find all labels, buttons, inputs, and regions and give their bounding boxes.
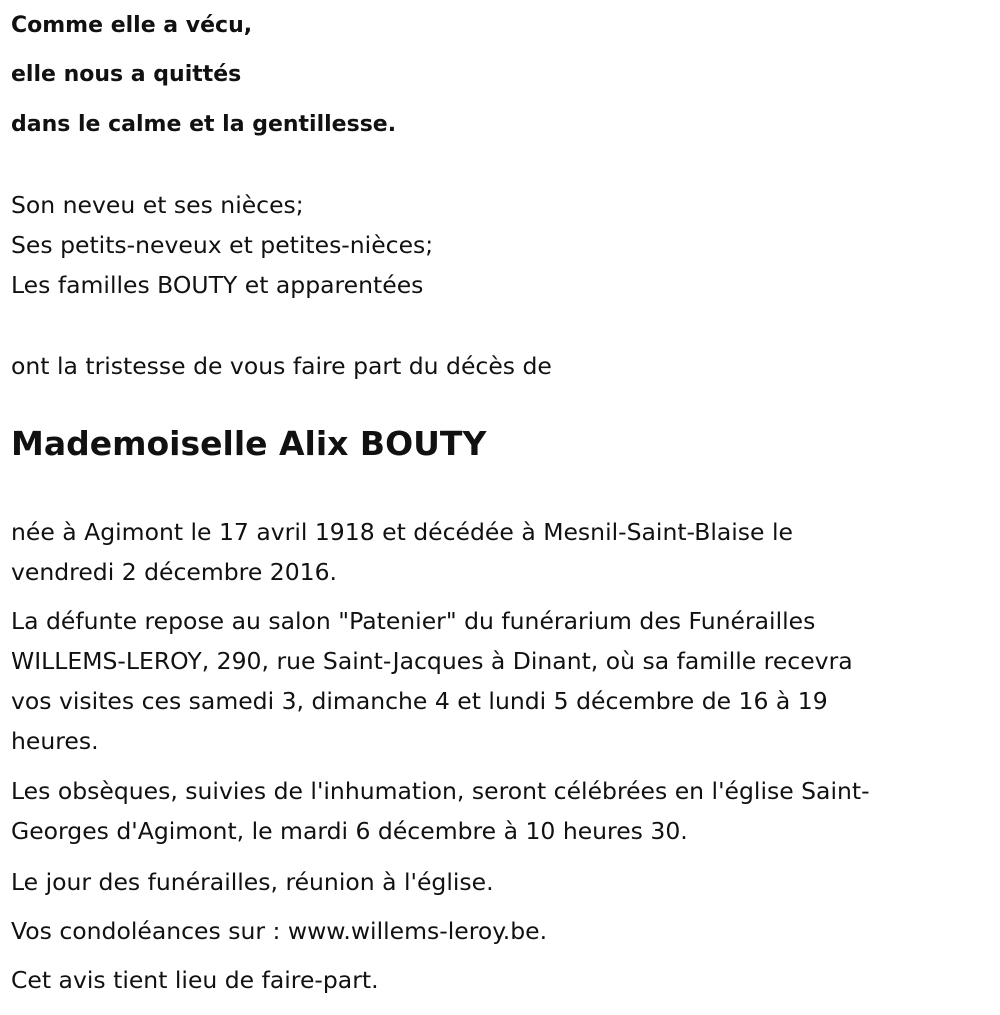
epitaph-line-1: Comme elle a vécu,: [11, 13, 253, 38]
family-line-2: Ses petits-neveux et petites-nièces;: [11, 231, 434, 259]
visitation-line-4: heures.: [11, 727, 99, 755]
visitation-line-3: vos visites ces samedi 3, dimanche 4 et lundi 5 décembre de 16 à 19: [11, 687, 828, 715]
visitation-paragraph: [11, 601, 986, 761]
notice-text: Cet avis tient lieu de faire-part.: [11, 966, 379, 994]
funeral-paragraph: [11, 771, 986, 851]
visitation-line-1: La défunte repose au salon "Patenier" du funérarium des Funérailles: [11, 607, 816, 635]
deceased-name: Mademoiselle Alix BOUTY: [11, 424, 487, 463]
family-line-3: Les familles BOUTY et apparentées: [11, 271, 424, 299]
epitaph-line-2: elle nous a quittés: [11, 62, 242, 87]
family-line-1: Son neveu et ses nièces;: [11, 191, 304, 219]
funeral-line-1: Les obsèques, suivies de l'inhumation, seront célébrées en l'église Saint-: [11, 777, 870, 805]
meeting-text: Le jour des funérailles, réunion à l'église.: [11, 868, 494, 896]
birth-death-line-1: née à Agimont le 17 avril 1918 et décédée à Mesnil-Saint-Blaise le: [11, 518, 793, 546]
visitation-line-2: WILLEMS-LEROY, 290, rue Saint-Jacques à Dinant, où sa famille recevra: [11, 647, 853, 675]
birth-death-line-2: vendredi 2 décembre 2016.: [11, 558, 338, 586]
funeral-line-2: Georges d'Agimont, le mardi 6 décembre à 10 heures 30.: [11, 817, 688, 845]
birth-death-paragraph: [11, 512, 986, 592]
epitaph-line-3: dans le calme et la gentillesse.: [11, 112, 397, 137]
announcement-text: ont la tristesse de vous faire part du décès de: [11, 352, 552, 380]
condolences-text: Vos condoléances sur : www.willems-leroy.be.: [11, 917, 548, 945]
